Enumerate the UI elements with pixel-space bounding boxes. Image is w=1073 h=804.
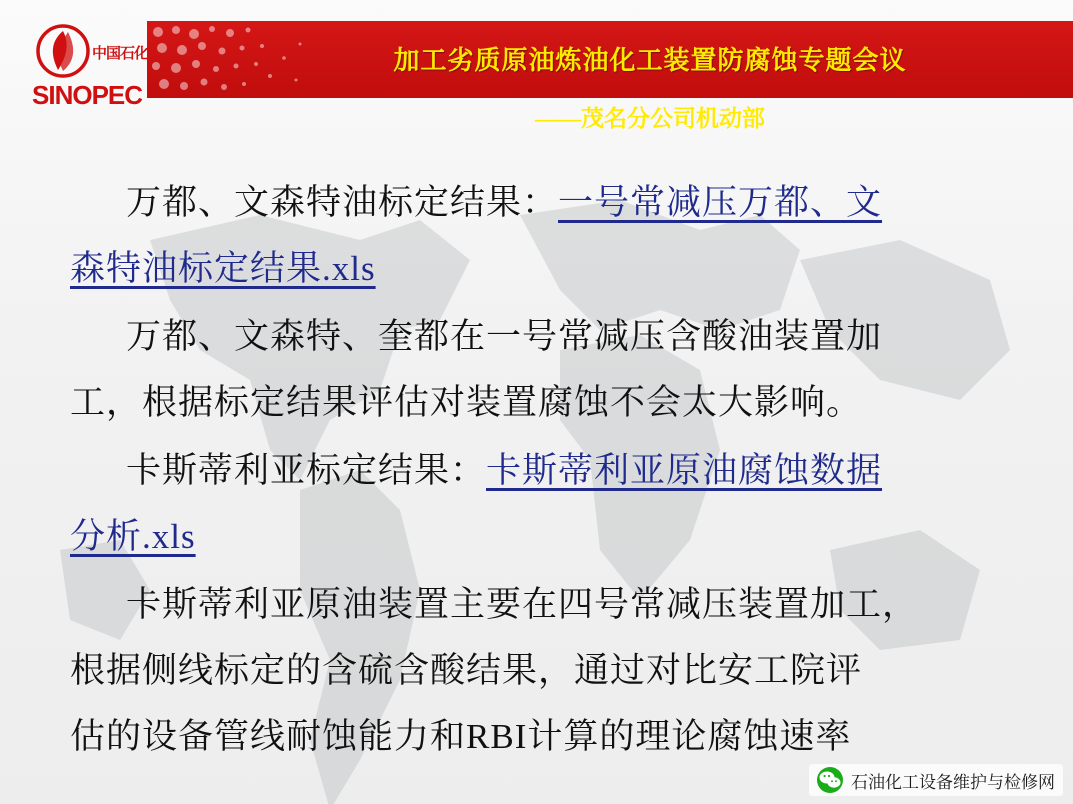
logo-chinese-text: 中国石化: [92, 46, 149, 62]
paragraph-2-line2: [70, 370, 1003, 436]
p1-link-line1[interactable]: 一号常减压万都、文: [558, 183, 883, 222]
p1-lead-text: 万都、文森特油标定结果：: [126, 183, 559, 222]
paragraph-4-line2: [70, 638, 1003, 704]
p2-line2-text: 工，根据标定结果评估对装置腐蚀不会太大影响。: [70, 383, 863, 422]
p4-line1-text: 卡斯蒂利亚原油装置主要在四号常减压装置加工，: [126, 585, 919, 624]
paragraph-1: [70, 170, 1003, 236]
wechat-icon: [817, 767, 843, 793]
p3-link-line2[interactable]: 分析.xls: [70, 517, 196, 556]
paragraph-1-cont: [70, 236, 1003, 302]
paragraph-4-line3: [70, 704, 1003, 770]
paragraph-2-line1: [70, 304, 1003, 370]
slide-body: [0, 170, 1073, 770]
page-title: 加工劣质原油炼油化工装置防腐蚀专题会议: [393, 46, 907, 75]
p3-link-line1[interactable]: 卡斯蒂利亚原油腐蚀数据: [486, 451, 883, 490]
p3-lead-text: 卡斯蒂利亚标定结果：: [126, 451, 487, 490]
paragraph-4-line1: [70, 572, 1003, 638]
p4-line3-text: 估的设备管线耐蚀能力和RBI计算的理论腐蚀速率: [70, 717, 852, 756]
p1-link-line2[interactable]: 森特油标定结果.xls: [70, 249, 376, 288]
paragraph-3-cont: [70, 504, 1003, 570]
p2-line1-text: 万都、文森特、奎都在一号常减压含酸油装置加: [126, 317, 883, 356]
sinopec-logo: [30, 22, 149, 122]
p4-line2-text: 根据侧线标定的含硫含酸结果，通过对比安工院评: [70, 651, 863, 690]
footer-watermark-badge: [809, 764, 1063, 796]
page-subtitle: ——茂名分公司机动部: [535, 106, 765, 131]
paragraph-3: [70, 438, 1003, 504]
footer-badge-text: 石油化工设备维护与检修网: [851, 772, 1055, 792]
slide-header: [0, 0, 1073, 143]
sinopec-mark-icon: [36, 24, 90, 78]
logo-english-text: SINOPEC: [32, 80, 143, 110]
